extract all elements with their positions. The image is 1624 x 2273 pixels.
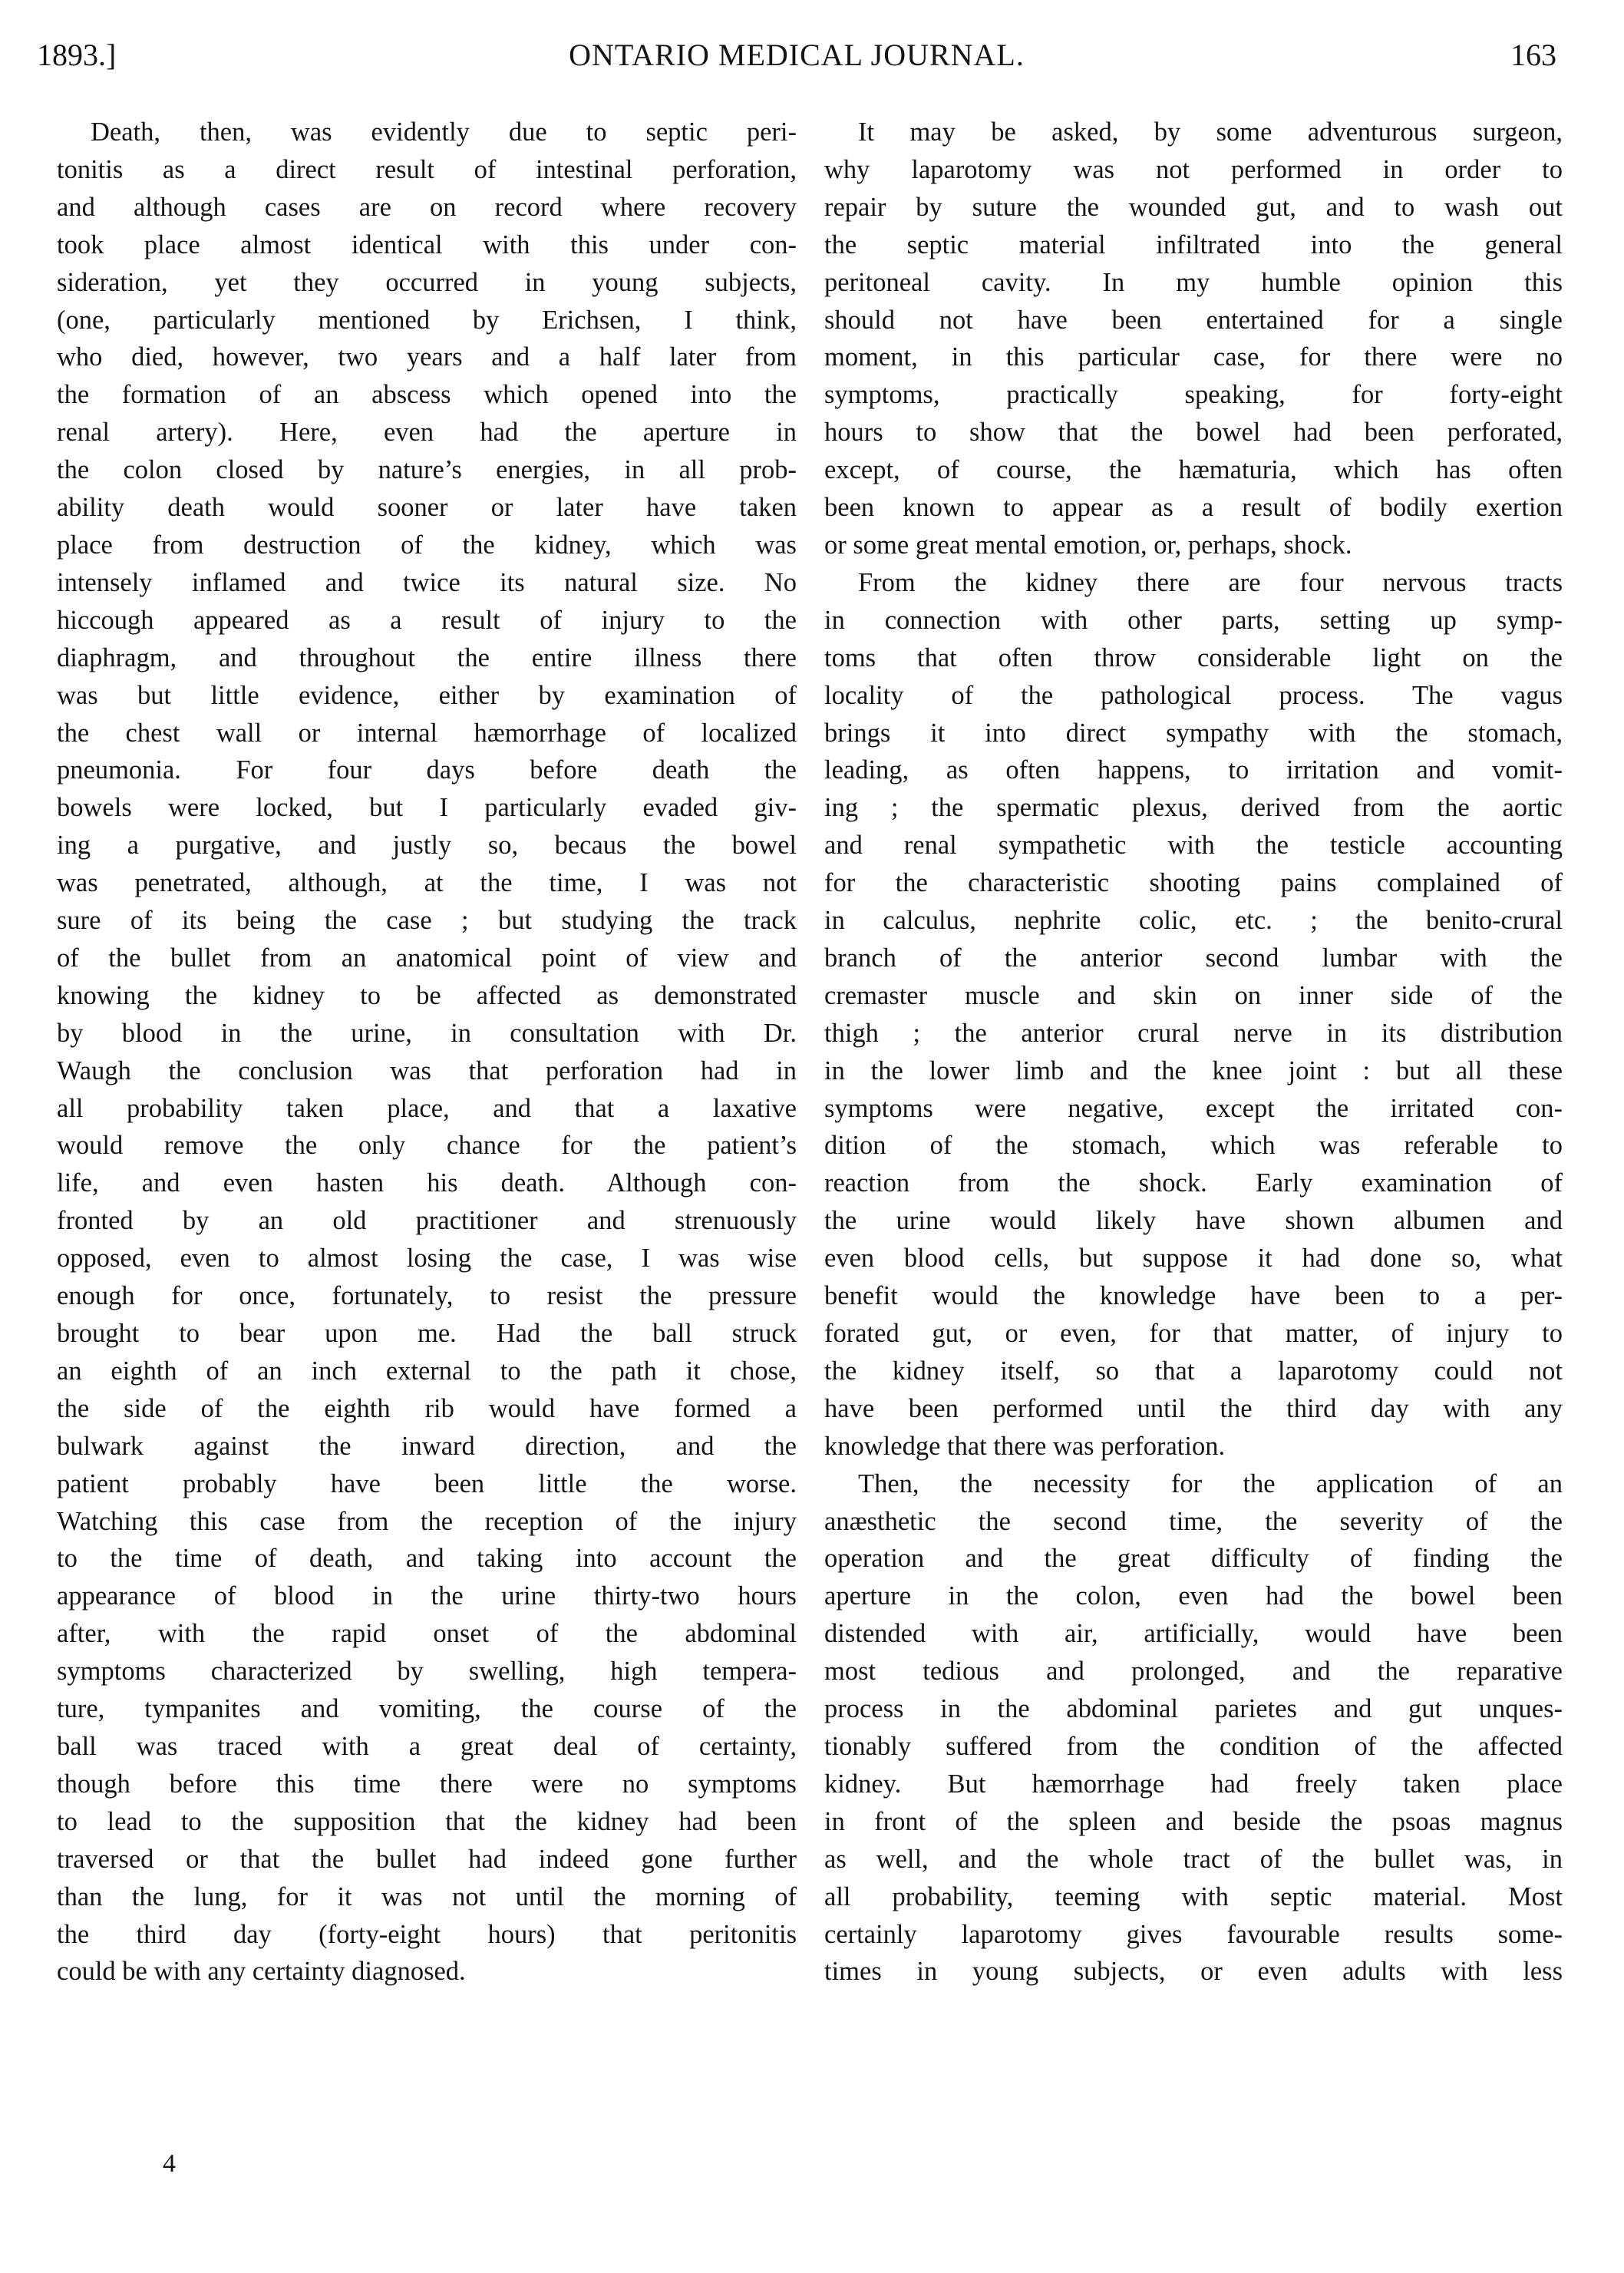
text-line: fronted by an old practitioner and strenuously <box>57 1206 797 1236</box>
text-line: process in the abdominal parietes and gut unques- <box>824 1694 1563 1724</box>
text-line: have been performed until the third day with any <box>824 1393 1563 1423</box>
text-line: traversed or that the bullet had indeed gone further <box>57 1844 797 1874</box>
text-line: in calculus, nephrite colic, etc. ; the benito-crural <box>824 906 1563 936</box>
text-line: opposed, even to almost losing the case, I was wise <box>57 1244 797 1274</box>
text-line: the septic material infiltrated into the general <box>824 230 1563 259</box>
text-line: the urine would likely have shown albumen and <box>824 1206 1563 1236</box>
text-line: the side of the eighth rib would have formed a <box>57 1393 797 1423</box>
text-line: and renal sympathetic with the testicle accounting <box>824 831 1563 861</box>
text-line: of the bullet from an anatomical point of view and <box>57 943 797 973</box>
text-line: ture, tympanites and vomiting, the course of the <box>57 1694 797 1724</box>
text-line: pneumonia. For four days before death the <box>57 755 797 785</box>
page-number: 163 <box>1510 38 1556 72</box>
text-line: all probability taken place, and that a laxative <box>57 1093 797 1123</box>
text-line: in connection with other parts, setting up symp- <box>824 605 1563 635</box>
text-line: or some great mental emotion, or, perhaps, shock. <box>824 530 1352 560</box>
text-line: life, and even hasten his death. Although con- <box>57 1168 797 1198</box>
text-line: peritoneal cavity. In my humble opinion this <box>824 267 1563 297</box>
text-line: symptoms, practically speaking, for forty-eight <box>824 380 1563 410</box>
text-line: though before this time there were no symptoms <box>57 1769 797 1799</box>
text-line: after, with the rapid onset of the abdominal <box>57 1619 797 1649</box>
text-line: sideration, yet they occurred in young subjects, <box>57 267 797 297</box>
text-line: tionably suffered from the condition of the affected <box>824 1731 1563 1761</box>
text-line: benefit would the knowledge have been to a per- <box>824 1281 1563 1311</box>
text-line: hiccough appeared as a result of injury to the <box>57 605 797 635</box>
text-line: From the kidney there are four nervous tracts <box>858 567 1563 597</box>
text-line: dition of the stomach, which was referable to <box>824 1131 1563 1161</box>
text-line: and although cases are on record where recovery <box>57 192 797 222</box>
text-line: operation and the great difficulty of finding the <box>824 1544 1563 1574</box>
text-line: except, of course, the hæmaturia, which has often <box>824 455 1563 485</box>
text-line: brought to bear upon me. Had the ball struck <box>57 1319 797 1348</box>
text-line: could be with any certainty diagnosed. <box>57 1957 466 1987</box>
text-line: distended with air, artificially, would have been <box>824 1619 1563 1649</box>
text-line: should not have been entertained for a single <box>824 305 1563 335</box>
right-column <box>824 114 1563 1991</box>
text-line: diaphragm, and throughout the entire illness there <box>57 643 797 672</box>
text-line: an eighth of an inch external to the path it chose, <box>57 1356 797 1386</box>
text-line: all probability, teeming with septic material. Most <box>824 1882 1563 1911</box>
text-line: for the characteristic shooting pains complained of <box>824 868 1563 898</box>
text-line: toms that often throw considerable light on the <box>824 643 1563 672</box>
text-line: renal artery). Here, even had the aperture in <box>57 418 797 448</box>
text-line: to lead to the supposition that the kidney had been <box>57 1806 797 1836</box>
text-line: the kidney itself, so that a laparotomy could not <box>824 1356 1563 1386</box>
text-line: moment, in this particular case, for there were no <box>824 342 1563 372</box>
text-line: the colon closed by nature’s energies, in all prob- <box>57 455 797 485</box>
text-line: aperture in the colon, even had the bowel been <box>824 1581 1563 1611</box>
text-line: Waugh the conclusion was that perforation had in <box>57 1056 797 1085</box>
left-column <box>57 114 797 1991</box>
header-year: 1893.] <box>37 38 117 72</box>
text-line: branch of the anterior second lumbar with the <box>824 943 1563 973</box>
running-header <box>37 37 1556 83</box>
text-line: symptoms characterized by swelling, high tempera- <box>57 1657 797 1687</box>
text-line: kidney. But hæmorrhage had freely taken place <box>824 1769 1563 1799</box>
text-line: Death, then, was evidently due to septic peri- <box>91 117 797 147</box>
text-line: enough for once, fortunately, to resist the pressure <box>57 1281 797 1311</box>
text-line: was but little evidence, either by examination of <box>57 680 797 710</box>
text-line: as well, and the whole tract of the bullet was, in <box>824 1844 1563 1874</box>
text-line: cremaster muscle and skin on inner side of the <box>824 980 1563 1010</box>
text-line: locality of the pathological process. The vagus <box>824 680 1563 710</box>
text-line: appearance of blood in the urine thirty-two hours <box>57 1581 797 1611</box>
paragraph <box>824 114 1563 564</box>
text-line: ball was traced with a great deal of certainty, <box>57 1731 797 1761</box>
text-line: certainly laparotomy gives favourable results some- <box>824 1919 1563 1949</box>
text-line: thigh ; the anterior crural nerve in its distribution <box>824 1018 1563 1048</box>
text-line: sure of its being the case ; but studying the track <box>57 906 797 936</box>
text-line: Then, the necessity for the application of an <box>858 1469 1563 1498</box>
text-line: ability death would sooner or later have taken <box>57 493 797 523</box>
text-line: most tedious and prolonged, and the reparative <box>824 1657 1563 1687</box>
text-line: the formation of an abscess which opened into the <box>57 380 797 410</box>
text-line: anæsthetic the second time, the severity of the <box>824 1506 1563 1536</box>
journal-title: ONTARIO MEDICAL JOURNAL. <box>569 38 1025 72</box>
text-line: who died, however, two years and a half later from <box>57 342 797 372</box>
signature-mark: 4 <box>163 2149 176 2178</box>
text-line: took place almost identical with this under con- <box>57 230 797 259</box>
text-line: even blood cells, but suppose it had done so, what <box>824 1244 1563 1274</box>
text-line: ing a purgative, and justly so, becaus the bowel <box>57 831 797 861</box>
text-line: knowing the kidney to be affected as demonstrated <box>57 980 797 1010</box>
text-line: the chest wall or internal hæmorrhage of localized <box>57 718 797 748</box>
text-line: repair by suture the wounded gut, and to wash out <box>824 192 1563 222</box>
text-line: It may be asked, by some adventurous surgeon, <box>858 117 1563 147</box>
paragraph <box>824 1465 1563 1991</box>
text-line: leading, as often happens, to irritation and vomit- <box>824 755 1563 785</box>
text-line: the third day (forty-eight hours) that peritonitis <box>57 1919 797 1949</box>
text-line: bowels were locked, but I particularly evaded giv- <box>57 793 797 823</box>
paragraph <box>57 114 797 1991</box>
text-line: hours to show that the bowel had been perforated, <box>824 418 1563 448</box>
text-line: times in young subjects, or even adults with less <box>824 1957 1563 1987</box>
text-line: forated gut, or even, for that matter, of injury to <box>824 1319 1563 1348</box>
text-line: bulwark against the inward direction, and the <box>57 1431 797 1461</box>
text-line: intensely inflamed and twice its natural size. No <box>57 567 797 597</box>
text-line: ing ; the spermatic plexus, derived from the aortic <box>824 793 1563 823</box>
text-line: been known to appear as a result of bodily exertion <box>824 493 1563 523</box>
text-line: why laparotomy was not performed in order to <box>824 154 1563 184</box>
text-line: Watching this case from the reception of the injury <box>57 1506 797 1536</box>
text-line: than the lung, for it was not until the morning of <box>57 1882 797 1911</box>
text-line: patient probably have been little the worse. <box>57 1469 797 1498</box>
text-line: tonitis as a direct result of intestinal perforation, <box>57 154 797 184</box>
text-line: knowledge that there was perforation. <box>824 1431 1226 1461</box>
text-line: by blood in the urine, in consultation with Dr. <box>57 1018 797 1048</box>
text-line: symptoms were negative, except the irritated con- <box>824 1093 1563 1123</box>
text-line: was penetrated, although, at the time, I was not <box>57 868 797 898</box>
text-line: place from destruction of the kidney, which was <box>57 530 797 560</box>
paragraph <box>824 564 1563 1465</box>
text-line: reaction from the shock. Early examination of <box>824 1168 1563 1198</box>
text-line: would remove the only chance for the patient’s <box>57 1131 797 1161</box>
text-line: (one, particularly mentioned by Erichsen, I think, <box>57 305 797 335</box>
text-line: in front of the spleen and beside the psoas magnus <box>824 1806 1563 1836</box>
text-line: to the time of death, and taking into account the <box>57 1544 797 1574</box>
text-line: in the lower limb and the knee joint : but all these <box>824 1056 1563 1085</box>
text-line: brings it into direct sympathy with the stomach, <box>824 718 1563 748</box>
